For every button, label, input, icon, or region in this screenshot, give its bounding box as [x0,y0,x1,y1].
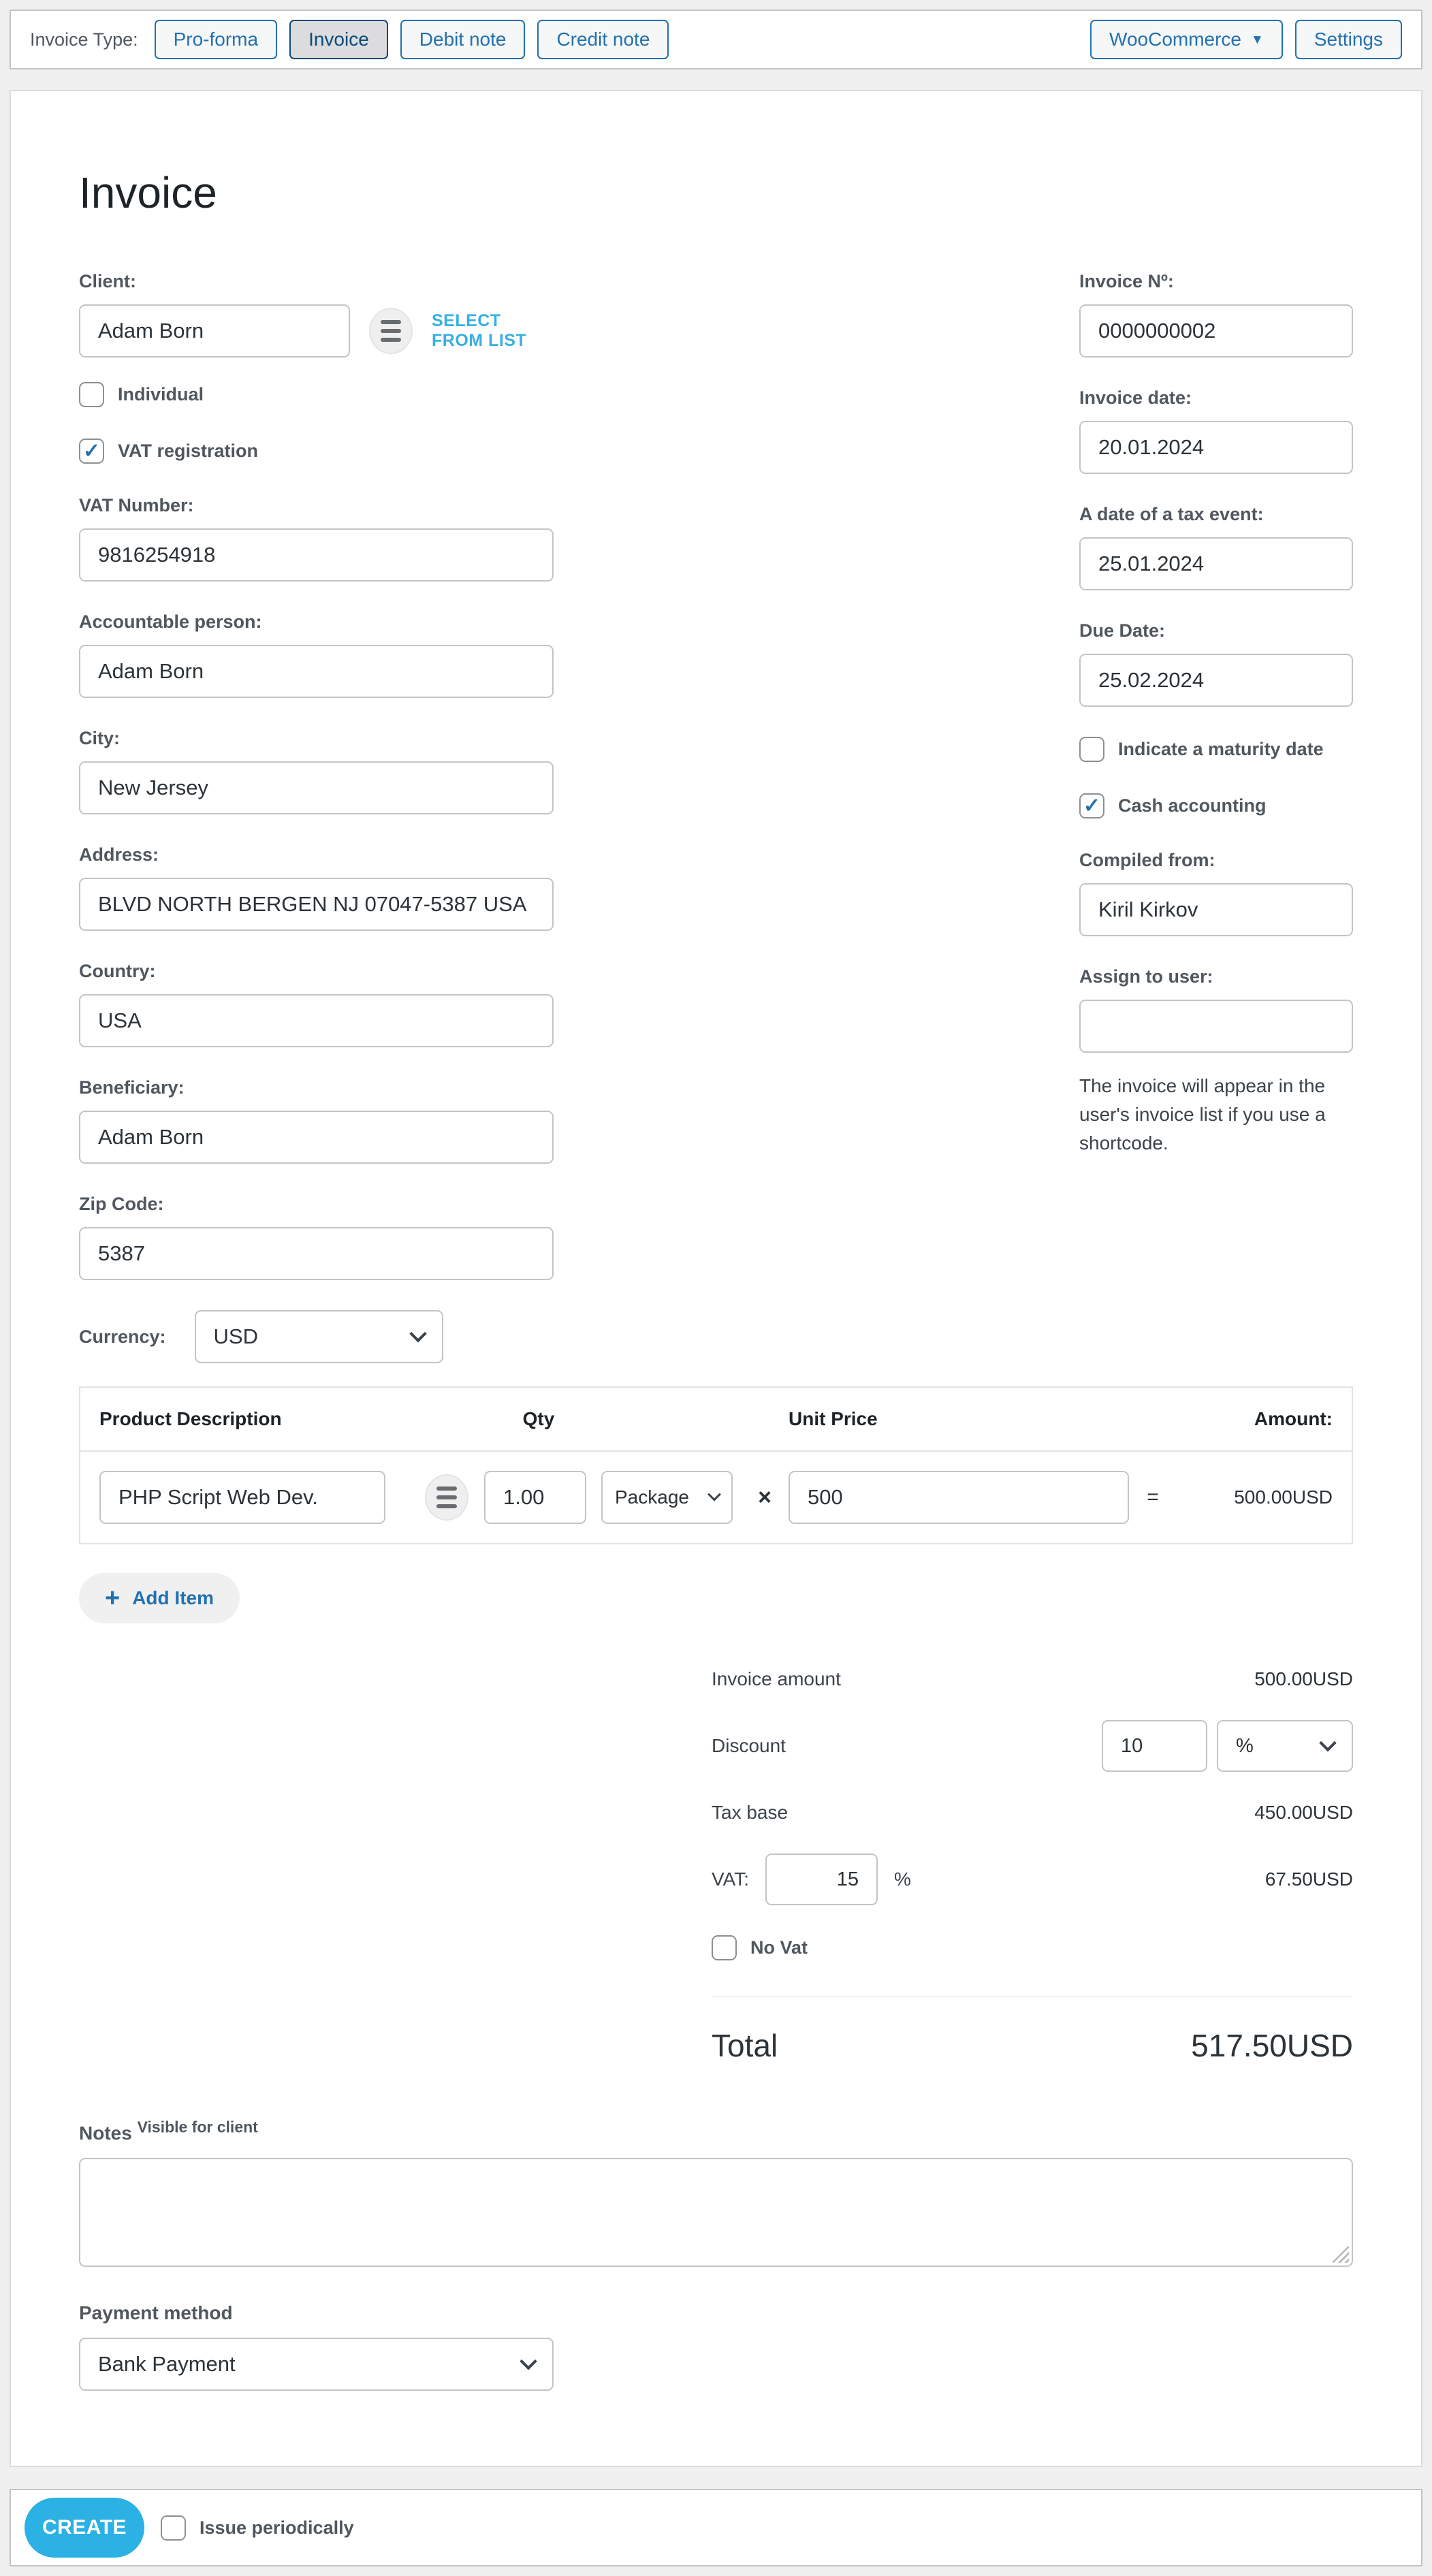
invoice-type-credit-note-button[interactable]: Credit note [537,20,669,59]
notes-textarea[interactable] [79,2158,1353,2267]
individual-checkbox[interactable] [79,382,104,407]
header-product-description: Product Description [99,1408,282,1429]
client-input[interactable] [79,304,350,357]
assign-to-user-help-text: The invoice will appear in the user's invoice list if you use a shortcode. [1079,1075,1326,1154]
discount-unit-select[interactable] [1217,1720,1353,1772]
notes-visibility-hint: Visible for client [137,2118,258,2136]
compiled-from-label: Compiled from: [1079,850,1215,870]
client-label: Client: [79,271,136,291]
invoice-number-label: Invoice Nº: [1079,271,1174,291]
address-label: Address: [79,844,159,865]
zip-code-label: Zip Code: [79,1194,164,1214]
item-unit-value: Package [615,1486,689,1508]
invoice-amount-value: 500.00USD [1254,1668,1353,1689]
no-vat-label: No Vat [750,1937,808,1958]
vat-percent-sign: % [893,1869,911,1890]
accountable-person-label: Accountable person: [79,611,262,632]
item-amount: 500.00USD [1234,1486,1333,1508]
currency-label: Currency: [79,1326,166,1347]
tax-event-date-label: A date of a tax event: [1079,504,1264,524]
invoice-form-panel [10,90,1422,2467]
tax-base-value: 450.00USD [1254,1802,1353,1823]
tax-event-date-input[interactable] [1079,537,1353,590]
due-date-input[interactable] [1079,654,1353,707]
select-from-list-link[interactable]: SELECT FROM LIST [432,311,527,350]
vat-registration-checkbox[interactable] [79,439,104,464]
discount-label: Discount [712,1735,786,1756]
beneficiary-label: Beneficiary: [79,1077,185,1098]
maturity-date-label: Indicate a maturity date [1118,739,1324,759]
totals-summary [712,1668,1353,2064]
cash-accounting-label: Cash accounting [1118,795,1267,816]
chevron-down-icon [409,1325,426,1342]
create-button[interactable]: CREATE [25,2498,144,2558]
currency-select[interactable] [195,1310,443,1363]
plus-icon: + [105,1584,121,1612]
maturity-date-checkbox[interactable] [1079,737,1104,762]
notes-block [79,2118,1353,2267]
left-column [79,271,554,1363]
city-input[interactable] [79,761,554,814]
assign-to-user-label: Assign to user: [1079,966,1213,987]
payment-method-label: Payment method [79,2302,233,2324]
header-unit-price: Unit Price [789,1408,878,1429]
discount-input[interactable] [1102,1720,1207,1772]
invoice-type-label: Invoice Type: [30,29,138,50]
item-qty-input[interactable] [484,1471,586,1524]
item-unit-select[interactable] [601,1471,733,1524]
beneficiary-input[interactable] [79,1111,554,1164]
resize-grip-icon[interactable] [1333,2246,1349,2263]
vat-number-label: VAT Number: [79,495,194,515]
chevron-down-icon [520,2353,537,2370]
compiled-from-input[interactable] [1079,883,1353,936]
dropdown-caret-icon: ▼ [1251,32,1264,47]
country-input[interactable] [79,994,554,1047]
client-menu-icon[interactable] [369,308,413,354]
action-bar [10,2489,1422,2566]
item-menu-icon[interactable] [425,1474,468,1521]
invoice-type-invoice-button[interactable]: Invoice [289,20,388,59]
chevron-down-icon [707,1488,721,1501]
chevron-down-icon [1319,1734,1336,1751]
cash-accounting-checkbox[interactable] [1079,793,1104,818]
item-row [80,1452,1352,1543]
multiply-sign: × [758,1484,771,1510]
issue-periodically-checkbox[interactable] [161,2515,186,2541]
total-label: Total [712,2028,778,2063]
individual-label: Individual [118,384,204,404]
vat-amount-value: 67.50USD [1264,1869,1353,1890]
no-vat-checkbox[interactable] [712,1935,737,1960]
page-title: Invoice [79,168,217,217]
invoice-number-input[interactable] [1079,304,1353,357]
invoice-type-bar [10,10,1422,69]
settings-button[interactable]: Settings [1295,20,1402,59]
due-date-label: Due Date: [1079,620,1166,641]
vat-label: VAT: [712,1869,749,1890]
payment-method-block [79,2302,1353,2391]
payment-method-value: Bank Payment [98,2352,236,2376]
header-amount: Amount: [1254,1408,1333,1429]
invoice-date-label: Invoice date: [1079,387,1192,408]
invoice-amount-label: Invoice amount [712,1668,841,1689]
invoice-type-proforma-button[interactable]: Pro-forma [155,20,277,59]
tax-base-label: Tax base [712,1802,789,1823]
issue-periodically-label: Issue periodically [200,2517,354,2538]
items-table [79,1386,1353,1544]
total-value: 517.50USD [1191,2028,1353,2063]
zip-code-input[interactable] [79,1227,554,1280]
items-table-header [80,1388,1352,1452]
vat-number-input[interactable] [79,528,554,582]
item-description-input[interactable] [99,1471,385,1524]
payment-method-select[interactable] [79,2338,554,2391]
header-qty: Qty [522,1408,555,1429]
invoice-type-debit-note-button[interactable]: Debit note [400,20,526,59]
woocommerce-dropdown-button[interactable] [1090,20,1283,59]
add-item-label: Add Item [132,1587,214,1608]
vat-rate-input[interactable] [765,1854,878,1905]
assign-to-user-input[interactable] [1079,1000,1353,1053]
invoice-date-input[interactable] [1079,421,1353,474]
item-unit-price-input[interactable] [789,1471,1129,1524]
add-item-button[interactable] [79,1573,240,1623]
right-column [1079,271,1353,1158]
notes-label: Notes $^{Visible for client}$ [79,2118,258,2144]
currency-value: USD [213,1324,258,1348]
discount-unit-value: % [1236,1734,1254,1757]
vat-registration-label: VAT registration [118,441,259,461]
equals-sign: = [1147,1486,1159,1508]
address-input[interactable] [79,878,554,931]
country-label: Country: [79,961,156,981]
accountable-person-input[interactable] [79,645,554,698]
city-label: City: [79,728,120,748]
woocommerce-dropdown-label: WooCommerce [1109,29,1242,50]
